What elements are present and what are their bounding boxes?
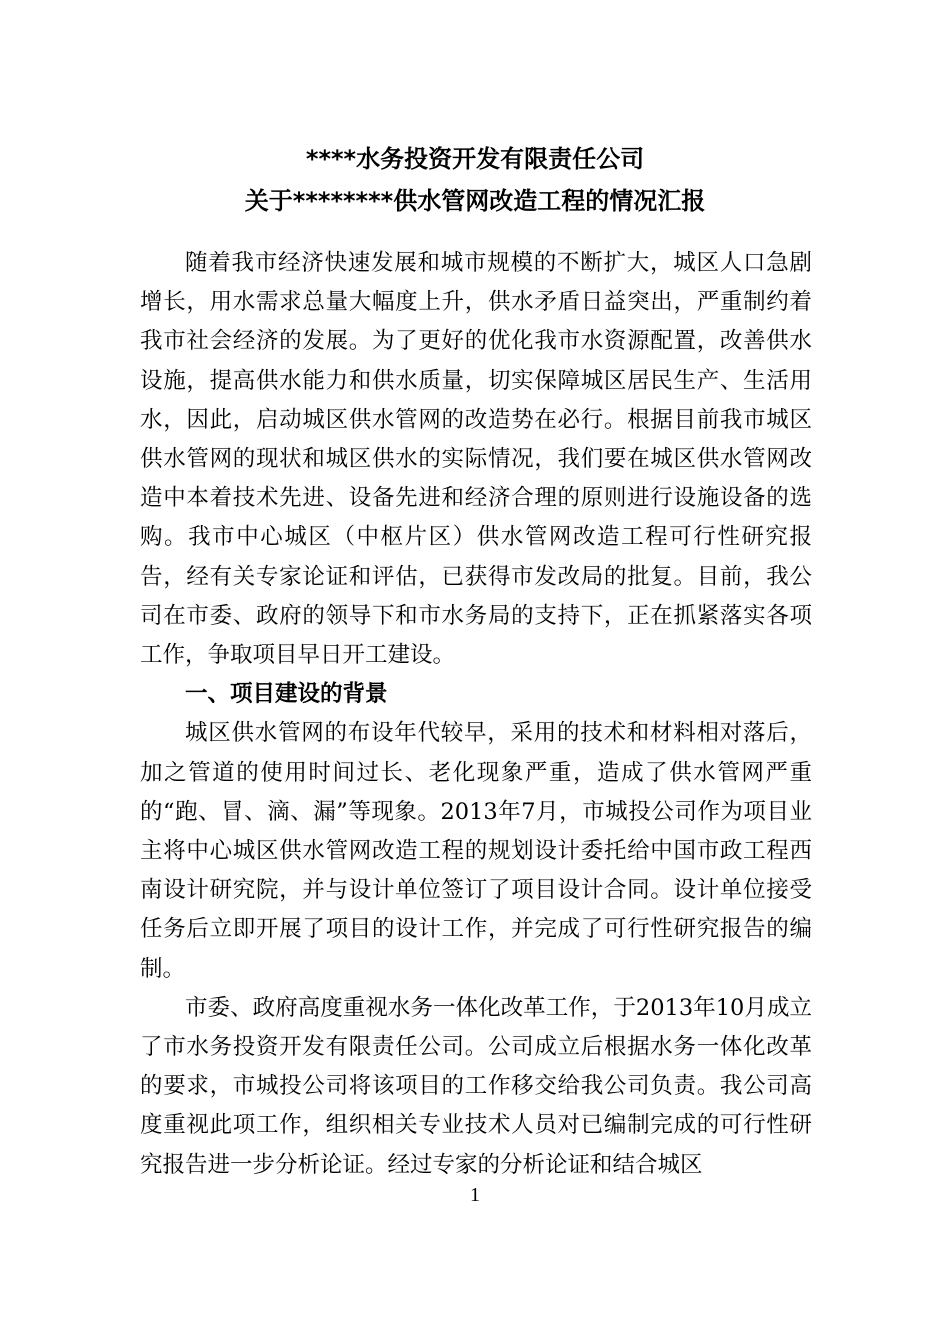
- page-number: 1: [470, 1184, 480, 1206]
- paragraph-background: 城区供水管网的布设年代较早，采用的技术和材料相对落后，加之管道的使用时间过长、老化现象严重，造成了供水管网严重的“跑、冒、滴、漏”等现象。2013年7月，市城投公司作为项目业主将中心城区供水管网改造工程的规划设计委托给中国市政工程西南设计研究院，并与设计单位签订了项目设计合同。设计单位接受任务后立即开展了项目的设计工作，并完成了可行性研究报告的编制。: [140, 720, 812, 982]
- section-heading-background: 一、项目建设的背景: [185, 681, 388, 708]
- document-body: [140, 244, 812, 1185]
- paragraph-intro: 随着我市经济快速发展和城市规模的不断扩大，城区人口急剧增长，用水需求总量大幅度上升，供水矛盾日益突出，严重制约着我市社会经济的发展。为了更好的优化我市水资源配置，改善供水设施，提高供水能力和供水质量，切实保障城区居民生产、生活用水，因此，启动城区供水管网的改造势在必行。根据目前我市城区供水管网的现状和城区供水的实际情况，我们要在城区供水管网改造中本着技术先进、设备先进和经济合理的原则进行设施设备的选购。我市中心城区（中枢片区）供水管网改造工程可行性研究报告，经有关专家论证和评估，已获得市发改局的批复。目前，我公司在市委、政府的领导下和市水务局的支持下，正在抓紧落实各项工作，争取项目早日开工建设。: [140, 250, 812, 669]
- document-title-line-2: 关于********供水管网改造工程的情况汇报: [244, 187, 706, 215]
- paragraph-company: 市委、政府高度重视水务一体化改革工作，于2013年10月成立了市水务投资开发有限责任公司。公司成立后根据水务一体化改革的要求，市城投公司将该项目的工作移交给我公司负责。我公司高度重视此项工作，组织相关专业技术人员对已编制完成的可行性研究报告进一步分析论证。经过专家的分析论证和结合城区: [140, 994, 812, 1178]
- document-title-line-1: ****水务投资开发有限责任公司: [305, 145, 645, 173]
